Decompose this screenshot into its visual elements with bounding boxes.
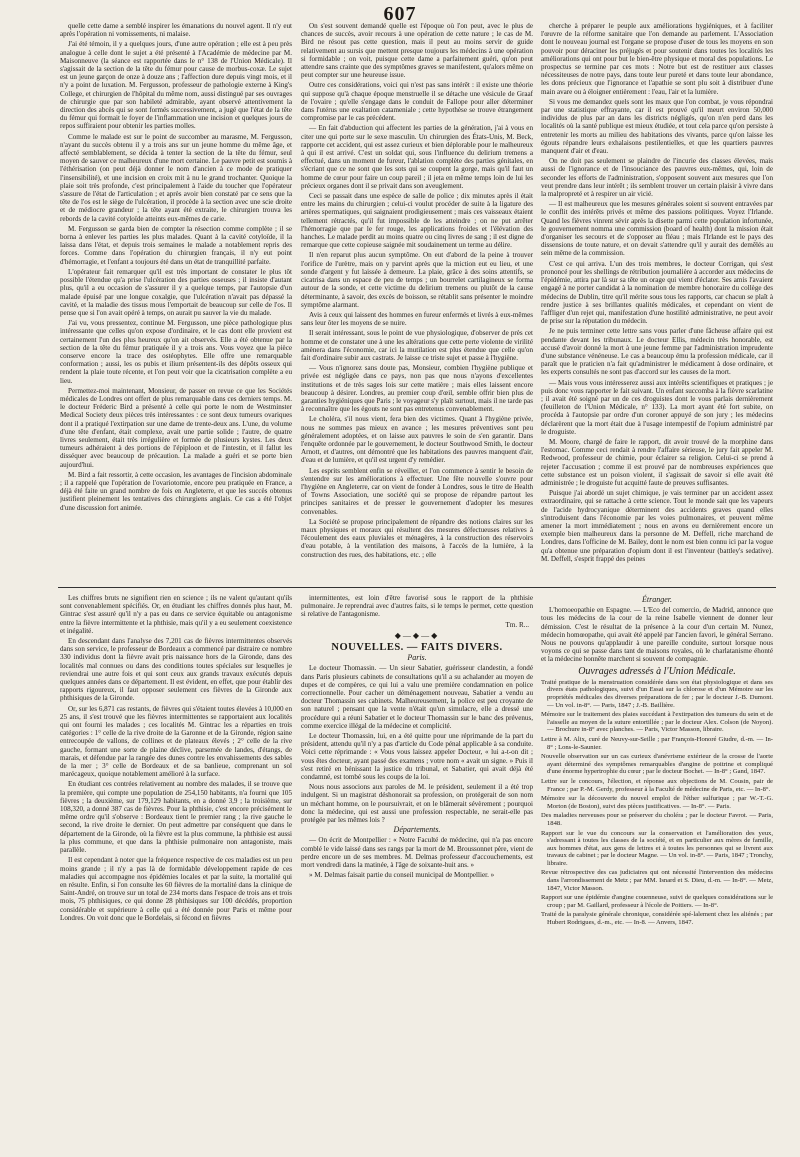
paragraph: Il est cependant à noter que la fréquence respective de ces maladies est un peu moins grande ; il n'y a pas là de formidable développement rapide de ces maladies qui accompagne nos épidémies locales et par la suite, la mortalité qui en résulte. Enfin, si l'on consulte les 60 fièvres de la mortalité dans la clinique de Saint-André, on trouve sur un total de 234 morts dans l'espace de trois ans et trois mois, 75 phthisiques, ce qui donne 28 phthisiques sur 100 décédés, proportion considérable et supérieure à celle qui a été donnée pour Paris et même pour Londres. On voit donc que le Bordelais, si fécond en fièvres [60, 856, 292, 922]
departements-news [301, 836, 533, 879]
paragraph: Ceci se passait dans une espèce de salle de police ; dix minutes après il était entre les mains du chirurgien ; celui-ci voulut procéder de suite à la ligature des artères spermatiques, qui saignaient prodigieusement ; mais ces vaisseaux étaient tellement rétractés, qu'il fut impossible de les atteindre ; on ne put arrêter l'hémorragie que par le fer rouge, les applications froides et l'élévation des hanches. Le malade perdit au moins quatre ou cinq livres de sang ; il est digne de remarque que cette copieuse saignée mit soudainement un terme au délire. [301, 192, 533, 250]
paragraph: Puisque j'ai abordé un sujet chimique, je vais terminer par un accident assez extraordinaire, qui se rattache à cette science. Tout le monde sait que les vapeurs de l'acide hydrocyanique déterminent des accidents graves quand elles s'introduisent dans l'économie par les voies pulmonaires, et peuvent même amener la mort immédiatement ; nous en avons eu dernièrement encore un exemple bien malheureux dans la personne de M. Deffell, riche marchand de Londres, dans l'officine de M. Bailey, dont le nom est bien connu ici par la vogue qu'a obtenue une préparation d'opium dont il est l'inventeur (battley's sedative). M. Deffell, s'esprit frappé des peines [541, 489, 773, 563]
page-number: 607 [383, 3, 417, 25]
section-divider [58, 587, 776, 588]
paragraph: Si vous me demandez quels sont les maux que l'on combat, je vous répondrai par une statistique effrayante, car il est prouvé qu'il meurt environ 50,000 individus de plus par an dans les districts négligés, qu'on n'en perd dans les localités où la santé publique est mieux étudiée, et tout cela parce qu'on persiste à entretenir les morts au milieu des habitations des vivants, parce qu'on laisse les égouts répandre leurs exhalaisons pestilentielles, et que les quartiers pauvres manquent d'air et d'eau. [541, 97, 773, 156]
paragraph: Nous nous associons aux paroles de M. le président, seulement il a été trop indulgent. Si un magistrat déshonorait sa profession, on protégerait de son nom un méchant homme, on le poursuivrait, et on le blâmerait sévèrement ; pourquoi donc la médecine, qui est aussi une profession respectable, ne serait-elle pas protégée par les mêmes lois ? [301, 783, 533, 825]
books-received-title: Ouvrages adressés à l'Union Médicale. [578, 665, 736, 677]
paragraph: — Il est malheureux que les mesures générales soient si souvent entravées par le conflit des intérêts privés et même des passions politiques. Voyez l'Irlande. Quand les fièvres vinrent sévir après la disette parmi cette population infortunée, le gouvernement nomma une commission (board of health) dont la mission était d'organiser les secours et de s'opposer au fléau ; mais l'Irlande est le pays des dissensions de toute nature, et on devait s'attendre qu'il y aurait des demêlés au sein même de la commission. [541, 200, 773, 258]
books-received-list [541, 679, 773, 927]
antagonism-conclusion [301, 594, 533, 619]
paragraph: — En fait d'abduction qui affectent les parties de la génération, j'ai à vous en citer une qui porte sur le sexe masculin. Un chirurgien des États-Unis, M. Beck, rapporte cet accident, qui est assez curieux et bien déplorable pour le malheureux à qui il est arrivé. C'est un soldat qui, sous l'influence du delirium tremens a effectué, dans un moment de fureur, l'ablation complète des parties génitales, en s'écriant que ce ne sont que les sots qui se coupent la gorge, mais qu'il faut un homme de cœur pour faire un coup pareil ; il jeta en même temps loin de lui les précieux organes dont il se privait dans son aveuglement. [301, 124, 533, 190]
paragraph: M. Fergusson se garda bien de compter la résection comme complète ; il se borna à enlever les parties les plus malades. Quant à la cavité cotyloïde, il la laissa dans l'état, et depuis trois semaines le malade a notablement repris des forces. Comme dans l'opération du chirurgien français, il n'y eut point d'hémorragie, et l'enfant a toujours été dans un état de tranquillité parfaite. [60, 224, 292, 266]
paragraph: Mémoire sur le traitement des plaies succédant à l'extirpation des tumeurs du sein et de l'aisselle au moyen de la suture entortillée ; par le docteur Alex. Colson (de Noyon). — Brochure in-8° avec planches. — Paris, Victor Masson, libraire. [541, 711, 773, 734]
column-1 [60, 22, 292, 582]
paragraph: M. Moore, chargé de faire le rapport, dit avoir trouvé de la morphine dans l'estomac. Comme ceci rendait à rendre l'affaire sérieuse, le jury fait appeler M. Redwood, professeur de chimie, pour éclairer sa religion. Celui-ci se prend à rejeter l'accusation ; comme il est prouvé par de nombreuses expériences que cette substance est un poison violent, il s'agissait de savoir si elle avait été administrée ; le droguiste fut acquitté faute de preuves suffisantes. [541, 437, 773, 487]
paragraph: Outre ces considérations, voici qui n'est pas sans intérêt : il existe une théorie qui suppose qu'à chaque époque menstruelle il se détache une vésicule de Graaf de l'ovaire ; qu'elle s'engage dans le conduit de Fallope pour aller déterminer dans l'utérus une exaltation catameniale ; cette hypothèse se trouve étrangement compromise par le cas précédent. [301, 81, 533, 123]
paragraph: Le docteur Thomassin. — Un sieur Sabatier, guérisseur clandestin, a fondé dans Paris plusieurs cabinets de consultations qu'il a su achalander au moyen de dupes et de compères, ce qui lui a valu une première condamnation en police correctionnelle. Pour cacher un déménagement nouveau, Sabatier a vendu au docteur Thomassin ses cabinets. Malheureusement, la police est peu croyante de son naturel ; pensant que la vente n'était qu'un simulacre, elle a dressé une procédure qui a réuni Sabatier et le docteur Thomassin sur le banc des prévenus, comme exercice illégal de la médecine et complicité. [301, 664, 533, 730]
paragraph: — On écrit de Montpellier : « Notre Faculté de médecine, qui n'a pas encore comblé le vide laissé dans ses rangs par la mort de M. Broussonnet père, vient de perdre encore un de ses membres. M. Delmas professeur d'accouchements, est mort vendredi dans la matinée, à l'âge de soixante-huit ans. » [301, 836, 533, 870]
paragraph: » M. Delmas faisait partie du conseil municipal de Montpellier. » [309, 871, 495, 880]
paragraph: Il serait intéressant, sous le point de vue physiologique, d'observer de près cet homme et de constater une à une les altérations que cette perte violente de virilité amènera dans l'économie, car ici la mutilation est plus étendue que celle qu'on fait d'ordinaire subir aux castrats. Je laisse ce triste sujet et passe à l'hygiène. [301, 329, 533, 362]
column-2 [301, 22, 533, 582]
ornament-divider: ◆—◆—◆ [394, 630, 440, 640]
paragraph: Les esprits semblent enfin se réveiller, et l'on commence à sentir le besoin de s'entendre sur les améliorations à effectuer. Une fête nouvelle s'ouvre pour l'hygiène en Angleterre, car on vient de fonder à Londres, sous le titre de Health of Towns Association, une société qui se propose de répandre partout les principes sanitaires et de presser le gouvernement d'adopter les mesures convenables. [301, 466, 533, 516]
etranger-news [541, 606, 773, 663]
paris-news [301, 664, 533, 824]
paragraph: quelle cette dame a semblé inspirer les émanations du nouvel agent. Il n'y eut après l'opération ni vomissements, ni malaise. [60, 22, 292, 39]
departements-subtitle: Départements. [393, 825, 441, 835]
paragraph: J'ai été témoin, il y a quelques jours, d'une autre opération ; elle est à peu près analogue à celle dont le sujet a été présenté à l'Académie de médecine par M. Maisonneuve (la séance est rapportée dans le n° 138 de l'Union Médicale). Il s'agissait de la section de la tête du fémur pour cause de morbus-coxæ. Le sujet est un jeune garçon de onze à douze ans ; l'affection dure depuis vingt mois, et il n'y a point de luxation. M. Fergusson, professeur de pathologie externe à King's College, et chirurgien de l'hôpital du même nom, aussi distingué par ses ouvrages de chirurgie que par son habileté admirable, ayant observé attentivement la direction des abcès qui se sont formés successivement, a jugé que l'état de la tête du fémur qui formait le foyer de l'inflammation une incision et quelques jours de repos suffiraient pour obtenir les parties molles. [60, 40, 292, 131]
paragraph: La Société se propose principalement de répandre des notions claires sur les maux physiques et moraux qui résultent des mesures défectueuses relatives à l'écoulement des eaux pluviales et ménagères, à la construction des réservoirs d'eau potable, à la ventilation des maisons, à l'accès de la lumière, à la construction des rues, des habitations, etc. ; elle [301, 517, 533, 559]
news-section-title: NOUVELLES. — FAITS DIVERS. [331, 642, 503, 654]
paragraph: Rapport sur le vue du concours sur la conservation et l'amélioration des yeux, s'adressant à toutes les classes de la société, et en particulier aux mères de famille, aux hommes d'état, aux gens de lettres et à toutes les personnes qui se livrent aux travaux de cabinet ; par le docteur Magne. — Un vol. in-8°. — Paris, 1847 ; Tronchy, libraire. [541, 829, 773, 867]
paragraph: — Mais vous vous intéresserez aussi aux intérêts scientifiques et pratiques ; je puis donc vous rapporter le fait suivant. Un enfant succomba à la fièvre scarlatine ; il avait été soigné par un de ces droguistes dont le vous parlais dernièrement (feuilleton de l'Union Médicale, n° 133). La mort ayant été fort subite, on procéda à l'autopsie par ordre d'un coroner appuyé de son jury ; les médecins déclarèrent que la mort était due à l'usage intempestif de l'opium administré par le droguiste. [541, 378, 773, 436]
paris-subtitle: Paris. [407, 653, 427, 663]
paragraph: On ne doit pas seulement se plaindre de l'incurie des classes élevées, mais aussi de l'ignorance et de l'insouciance des pauvres eux-mêmes, qui, loin de seconder les efforts de l'administration, s'opposent souvent aux mesures que l'on veut prendre dans leur intérêt ; ils semblent trouver un certain plaisir à vivre dans la malpropreté et à respirer un air vicié. [541, 157, 773, 199]
paragraph: Le choléra, s'il nous vient, fera bien des victimes. Quant à l'hygiène privée, nous ne sommes pas mieux en avance ; les mesures préventives sont peu généralement adoptées, et on laisse aux pauvres le soin de s'en garantir. Dans l'enquête ordonnée par le gouvernement, le docteur Southwood Smith, le docteur Arnott, et d'autres, ont démontré que les habitations des pauvres manquent d'air, d'eau et de lumière, et qu'il est urgent d'y remédier. [301, 415, 533, 465]
paragraph: — Vous n'ignorez sans doute pas, Monsieur, combien l'hygiène publique et privée est négligée dans ce pays, non pas que nous n'ayons d'excellentes institutions et de très sages lois sur cette matière ; mais elles laissent encore beaucoup à désirer. Londres, au premier coup d'œil, semble offrir bien plus de garanties hygiéniques que Paris ; le voyageur s'y plaît surtout, mais il ne tarde pas à reconnaître que les égouts ne sont pas entretenus convenablement. [301, 364, 533, 414]
column-3 [541, 22, 773, 582]
paragraph: intermittentes, est loin d'être favorisé sous le rapport de la phthisie pulmonaire. Je reprendrai avec d'autres faits, si le temps le permet, cette question si relative de l'antagonisme. [301, 594, 533, 619]
paragraph: Lettre à M. Alix, curé de Neuvy-sur-Seille ; par François-Honoré Giudre, d.-m. — In-8° ; Lons-le-Saunier. [541, 735, 773, 751]
paragraph: Traité de la paralysie générale chronique, considérée spé-lalement chez les aliénés ; par Hubert Rodrigues, d.-m., etc. — In-8. — Anvers, 1847. [541, 911, 773, 927]
paragraph: Or, sur les 6,871 cas restants, de fièvres qui s'étaient toutes élevées à 10,000 en 25 ans, il s'est trouvé que les fièvres intermittentes se rapportaient aux localités qui ont fourni les malades ; ces localités M. Gintrac les a réparties en trois catégories : 1° celle de la rive droite de la Garonne et de la Gironde, région saine entrecoupée de vallons, de collines et de plateaux élevés ; 2° celle de la rive gauche, formant une sorte de plaine déclive, parsemée de landes, d'étangs, de marais, et défendue par la rangée des dunes contre les envahissements des sables de la mer ; 3° celle de Bordeaux et de sa banlieue, comprenant un sol marécageux, quoique notablement amélioré à la surface. [60, 704, 292, 779]
paragraph: cherche à préparer le peuple aux améliorations hygiéniques, et à faciliter l'œuvre de la réforme sanitaire que l'on demande au parlement. L'Association dont le nouveau journal est l'organe se propose d'user de tous les moyens en son pouvoir pour déraciner les préjugés et pour soutenir dans toutes les localités les améliorations qui ont pour but le bien-être physique et moral des populations. Le prospectus se termine par ces mots : Notre but est de restituer aux classes nécessiteuses de notre pays, dans toute leur pureté et dans toute leur abondance, les dons précieux que l'ignorance et l'apathie se sont plu soit à distribuer d'une main avare ou à éloigner entièrement : l'eau, l'air et la lumière. [541, 22, 773, 96]
bottom-column-1 [60, 594, 292, 1154]
bottom-column-2 [301, 594, 533, 1154]
paragraph: J'ai vu, vous pressentez, continue M. Fergusson, une pièce pathologique plus intéressante que celles qu'on expose d'ordinaire, et le cas dont elle provient est certainement l'un des plus heureux qu'on ait observés. Elle a été obtenue par la section de la tête du fémur pratiquée il y a trois ans. Vous voyez que la pièce conserve encore la trace des ostéophytes. Elle offre une remarquable conformation ; aussi, les os pubis et ilium présentent-ils des dépôts osseux qui rendent la plaie toute récente, et l'on peut voir que la cicatrisation complète a eu lieu. [60, 319, 292, 385]
paragraph: C'est ce qui arriva. L'un des trois membres, le docteur Corrigan, qui s'est prononcé pour les shellings de rétribution journalière à accorder aux médecins de l'épidémie, attira par là sur sa tête un orage qui vient d'éclater. Ses amis l'avaient engagé à ne porter candidat à la nomination de membre honoraire du collège des médecins de Dublin, titre qu'il mérite sous tous les rapports, car chacun se plaît à rendre justice à ses brillantes qualités médicales, et cependant on vient de l'affliger d'un rejet qui, manifestation d'une hostilité administrative, ne peut avoir de prise sur la réputation du médecin. [541, 259, 773, 326]
paragraph: Mémoire sur la découverte du nouvel emploi de l'éther sulfurique ; par W.-T.-G. Morton (de Boston), suivi des pièces justificatives. — In-8°. — Paris. [541, 795, 773, 810]
paragraph: Je ne puis terminer cette lettre sans vous parler d'une fâcheuse affaire qui est pendante devant les tribunaux. Le docteur Ellis, médecin très honorable, est accusé d'avoir donné la mort à une jeune femme par l'administration imprudente d'une substance vénéneuse. Le cas a beaucoup ému la profession médicale, car il paraît que le praticien n'a fait qu'administrer le médicament à dose ordinaire, et les experts consultés ne sont pas d'accord sur les causes de la mort. [541, 327, 773, 377]
paragraph: Traité pratique de la menstruation considérée dans son état physiologique et dans ses divers états pathologiques, suivi d'un Essai sur la chlorose et d'un Mémoire sur les propriétés médicales des diverses préparations de fer ; par le docteur J.-B. Dumont. — Un vol. in-8°. — Paris, 1847 ; J.-B. Baillière. [541, 678, 773, 709]
paragraph: Lettre sur le concours, l'élection, et réponse aux objections de M. Cousin, pair de France ; par P.-M. Gerdy, professeur à la Faculté de médecine de Paris, etc. — In-8°. [541, 777, 773, 793]
paragraph: Le docteur Thomassin, lui, en a été quitte pour une réprimande de la part du président, attendu qu'il n'y a pas d'article du Code pénal applicable à sa conduite. Voici cette réprimande : « Vous vous laissez appeler Docteur, « lui a-t-on dit ; vous êtes docteur, ayant passé des examens ; votre nom « avait un signe. » Puis il s'est retiré en bénissant la justice du tribunal, et Sabatier, qui avait déjà été condamné, est tombé sous les coups de la loi. [301, 732, 533, 782]
paragraph: On s'est souvent demandé quelle est l'époque où l'on peut, avec le plus de chances de succès, avoir recours à une opération de cette nature ; le cas de M. Bird ne résout pas cette question, mais il peut au moins servir de guide relativement au sursis que mettent presque toujours les médecins à une opération si formidable ; on voit, puisque cette dame a parfaitement guéri, qu'on peut attendre sans crainte que des symptômes graves se manifestent, qu'alors même on peut compter sur une heureuse issue. [301, 22, 533, 80]
bottom-column-3 [541, 594, 773, 1154]
etranger-subtitle: Étranger. [642, 595, 672, 604]
article-signature: Tm. R... [505, 620, 529, 629]
paragraph: L'homoeopathie en Espagne. — L'Eco del comercio, de Madrid, annonce que tous les médecins de la cour de la reine Isabelle viennent de donner leur démission. C'est le résultat de la présence à la cour d'un certain M. Nunez, médecin homœopathe, qui avait été appelé par l'ancien favori, le général Serrano. Nous ne pouvons qu'applaudir à une pareille conduite, surtout lorsque nous voyons ce qui se passe dans tant de maisons royales, où le charlatanisme éhonté et la médecine honnête marchent si souvent de compagnie. [541, 606, 773, 664]
paragraph: Revue rétrospective des cas judiciaires qui ont nécessité l'intervention des médecins dans l'arrondissement de Metz ; par MM. Isnard et S. Dieu, d.-m. — In-8°. — Metz, 1847, Victor Masson. [541, 869, 773, 892]
paragraph: Nouvelle observation sur un cas curieux d'anévrisme extérieur de la crosse de l'aorte ayant déterminé des symptômes remarquables d'angine de poitrine et compliqué d'une énorme hypertrophie du cœur ; par le docteur Bochet. — In-8° ; Gand, 1847. [541, 753, 773, 776]
paragraph: En étudiant ces contrées relativement au nombre des malades, il se trouve que la première, qui compte une population de 254,150 habitants, n'a fourni que 105 fièvres ; la deuxième, sur 179,129 habitants, en a donné 3,9 ; la troisième, sur 108,320, a donné 387 cas de fièvres. Pour la phthisie, c'est encore précisément le même ordre qu'il s'observe : Bordeaux tient le premier rang ; la rive gauche le second, la rive droite le dernier. On peut admettre par conséquent que dans le département de la Gironde, où la fièvre est la plus commune, la phthisie est aussi la plus commune, et que dans la phthisie pulmonaire non antagoniste, mais parallèle. [60, 780, 292, 855]
paragraph: M. Bird a fait ressortir, à cette occasion, les avantages de l'incision abdominale ; il a rappelé que l'opération de l'ovariotomie, encore peu pratiquée en France, a déjà été faite un grand nombre de fois en Angleterre, et que les succès obtenus justifient pleinement les tentatives des chirurgiens anglais. Ce cas a été l'objet d'une discussion fort animée. [60, 470, 292, 512]
paragraph: Permettez-moi maintenant, Monsieur, de passer en revue ce que les Sociétés médicales de Londres ont offert de plus remarquable dans ces derniers temps. M. le docteur Fréderic Bird a présenté à celle qui porte le nom de Westminster Medical Society deux pièces très intéressantes : ce sont deux tumeurs ovariques dont il a pratiqué l'extirpation sur une dame de trente-deux ans. L'une, du volume d'une tête d'enfant, était complexe, avait une partie solide ; l'autre, de quatre livres seulement, était très irrégulière et formée de plusieurs kystes. Les deux tumeurs adhéraient à des portions de l'épiploon et de l'intestin, et il fallut les disséquer avec beaucoup de précaution. La malade a guéri et se porte bien aujourd'hui. [60, 386, 292, 469]
paragraph: Rapport sur une épidémie d'angine couenneuse, suivi de quelques considérations sur le croup ; par M. Gaillard, professeur à l'école de Poitiers. — In-8°. [541, 894, 773, 909]
paragraph: Les chiffres bruts ne signifient rien en science ; ils ne valent qu'autant qu'ils sont convenablement spécifiés. Or, en étudiant les chiffres donnés plus haut, M. Gintrac s'est assuré qu'il n'y a pas eu dans ce service équitable ou antagonisme entre la fièvre intermittente et la phthisie, mais qu'il y a eu seulement coexistence et inégalité. [60, 594, 292, 635]
paragraph: En descendant dans l'analyse des 7,201 cas de fièvres intermittentes observés dans son service, le professeur de Bordeaux a commencé par distraire ce nombre 330 individus dont la fièvre avait pris naissance hors de la Gironde, dans des localités mal connues ou dans des conditions toutes spéciales sur lesquelles je reviendrai une autre fois et qui sont ceux aux grands travaux exécutés depuis quelques années dans ce département. Il est évident, en effet, que pour établir des rapports rigoureux, il faut opposer seulement ces fièvres de la Gironde aux phthisiques de la Gironde. [60, 637, 292, 703]
paragraph: Comme le malade est sur le point de succomber au marasme, M. Fergusson, n'ayant du succès obtenu il y a trois ans sur un jeune homme du même âge, et affecté semblablement, se décida à tenter la section de la tête du fémur, seul moyen de sauver ce malheureux d'une mort certaine. Le pauvre petit est soumis à l'éthérisation (on peut déjà donner le nom d'ancien à ce mode de pratiquer l'insensibilité), et une incision en croix mit à nu le grand trochanter. Quoique la plaie soit très profonde, c'est principalement à l'aide du toucher que l'opérateur s'assure de l'état de l'articulation ; et après avoir bien constaté par ce sens que la tête de l'os est le siège de l'ulcération, il procède à la section avec une scie droite et de médiocre grandeur ; la tête ayant été extraite, le chirurgien trouva les rebords de la cavité cotyloïde atteints eux-mêmes de carie. [60, 132, 292, 223]
paragraph: L'opérateur fait remarquer qu'il est très important de constater le plus tôt possible l'étendue qu'a prise l'ulcération des parties osseuses ; il insiste d'autant plus, qu'il a eu occasion de s'assurer il y a quelque temps, par l'autopsie d'un malade épuisé par une longue coxalgie, que l'ulcération n'avait pas dépassé la cavité, et la maladie des tissus mous l'emportait de beaucoup sur celle de l'os. Il pense que si l'on avait opéré à temps, on aurait pu sauver la vie du malade. [60, 267, 292, 317]
paragraph: Des maladies nerveuses pour se préserver du choléra ; par le docteur Favrot. — Paris, 1848. [541, 812, 773, 827]
paragraph: Avis à ceux qui laissent des hommes en fureur enfermés et livrés à eux-mêmes sans leur ôter les moyens de se nuire. [301, 310, 533, 328]
paragraph: Il n'en reparut plus aucun symptôme. On eut d'abord de la peine à trouver l'orifice de l'urètre, mais on y parvint après que la miction eut eu lieu, et une sonde d'argent y fut laissée à demeure. La plaie, grâce à des soins attentifs, se cicatrisa dans un espace de peu de temps ; un bourrelet cartilagineux se forma autour de la sonde, et cette victime du delirium tremens ou plutôt de la cause déterminante, à savoir, des excès de boisson, se rétablit sans présenter le moindre symptôme alarmant. [301, 251, 533, 309]
